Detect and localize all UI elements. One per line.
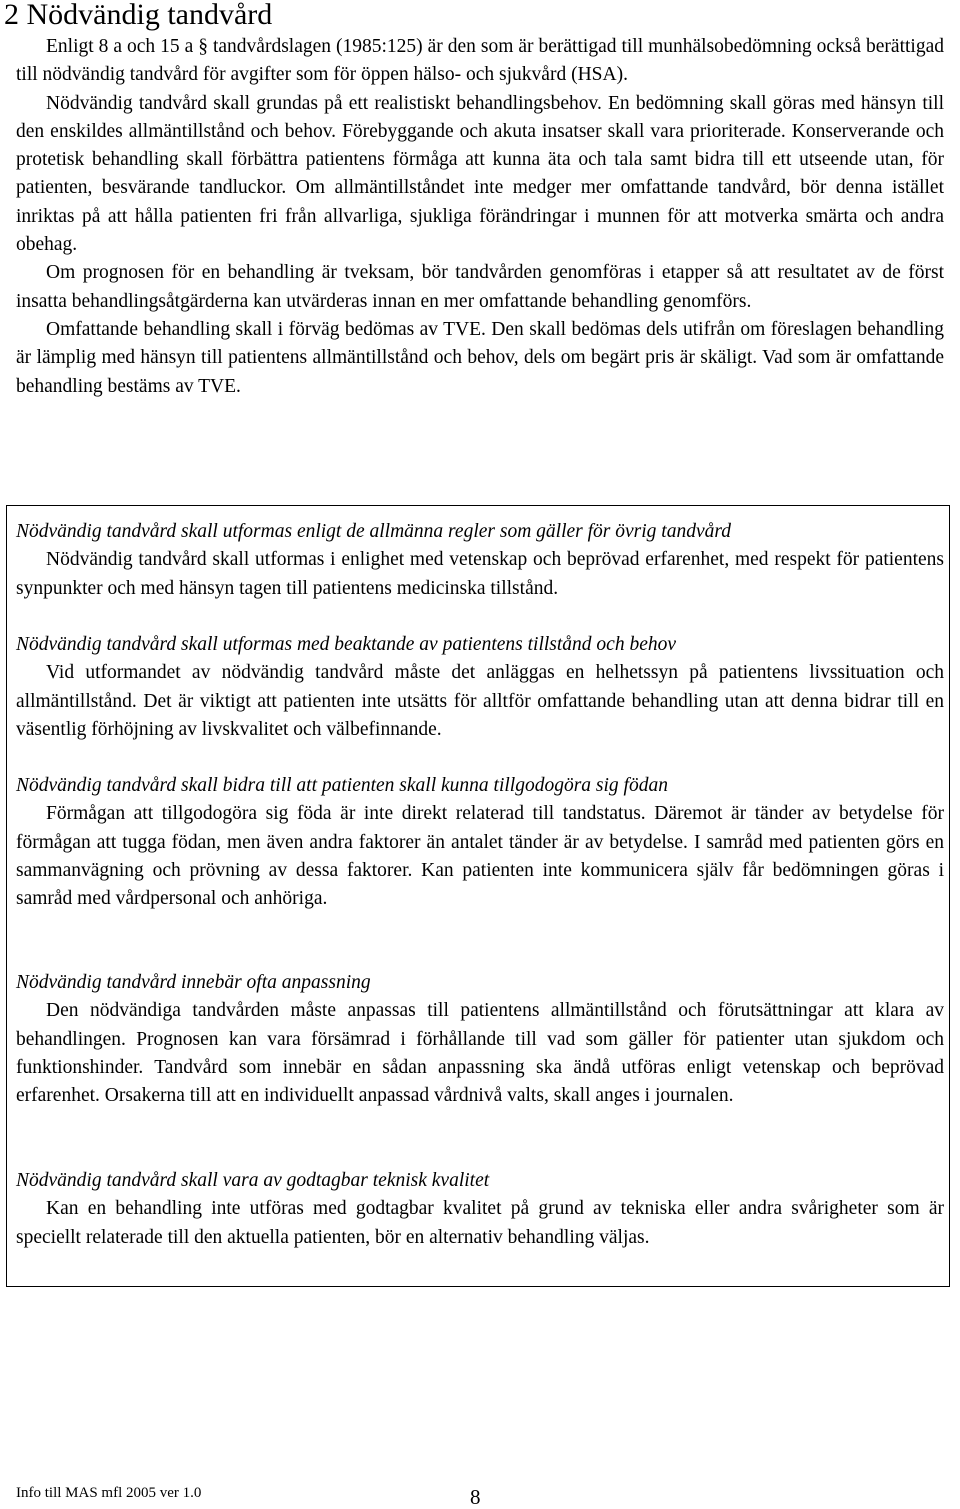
- section-heading: Nödvändig tandvård skall vara av godtagbar teknisk kvalitet: [16, 1170, 490, 1191]
- section-technical-quality: [16, 1167, 944, 1252]
- page-number: 8: [470, 1485, 481, 1509]
- section-adaptation: [16, 969, 944, 1110]
- intro-paragraph-legal-basis: Enligt 8 a och 15 a § tandvårdslagen (1985:125) är den som är berättigad till munhälsobedömning också berättigad till nödvändig tandvård för avgifter som för öppen hälso- och sjukvård (HSA).: [16, 36, 944, 86]
- section-body: Kan en behandling inte utföras med godtagbar kvalitet på grund av tekniska eller andra svårigheter som är speciellt relaterade till den aktuella patienten, bör en alternativ behandling väljas.: [16, 1198, 944, 1248]
- section-body: Vid utformandet av nödvändig tandvård måste det anläggas en helhetssyn på patientens livssituation och allmäntillstånd. Det är viktigt att patienten inte utsätts för alltför omfattande behandling utan att denna bidrar till en väsentlig förhöjning av livskvalitet och välbefinnande.: [16, 662, 944, 740]
- intro-text: [16, 33, 944, 401]
- section-body: Nödvändig tandvård skall utformas i enlighet med vetenskap och beprövad erfarenhet, med respekt för patientens synpunkter och med hänsyn tagen till patientens medicinska tillstånd.: [16, 549, 944, 599]
- section-patient-condition: [16, 631, 944, 744]
- section-general-rules: [16, 518, 944, 603]
- page-title: 2 Nödvändig tandvård: [4, 0, 273, 31]
- intro-paragraph-assessment: Nödvändig tandvård skall grundas på ett realistiskt behandlingsbehov. En bedömning skall göras med hänsyn till den enskildes allmäntillstånd och behov. Förebyggande och akuta insatser skall vara prioriterade. Konserverande och protetisk behandling skall förbättra patientens förmåga att kunna äta och tala samt bidra till ett utseende utan, för patienten, besvärande tandluckor. Om allmäntillståndet inte medger mer omfattande tandvård, bör denna istället inriktas på att hålla patienten fri från allvarliga, sjukliga förändringar i munnen för att motverka smärta och andra obehag.: [16, 92, 944, 256]
- footer-text: Info till MAS mfl 2005 ver 1.0: [16, 1485, 202, 1501]
- section-heading: Nödvändig tandvård skall utformas med beaktande av patientens tillstånd och behov: [16, 634, 677, 655]
- section-heading: Nödvändig tandvård skall utformas enligt de allmänna regler som gäller för övrig tandvård: [16, 521, 731, 542]
- intro-paragraph-extensive-treatment: Omfattande behandling skall i förväg bedömas av TVE. Den skall bedömas dels utifrån om föreslagen behandling är lämplig med hänsyn till patientens allmäntillstånd och behov, dels om begärt pris är skäligt. Vad som är omfattande behandling bestäms av TVE.: [16, 318, 944, 397]
- section-food-intake: [16, 772, 944, 913]
- intro-paragraph-prognosis: Om prognosen för en behandling är tveksam, bör tandvården genomföras i etapper så att resultatet av de först insatta behandlingsåtgärderna kan utvärderas innan en mer omfattande behandling genomförs.: [16, 262, 944, 312]
- section-body: Förmågan att tillgodogöra sig föda är inte direkt relaterad till tandstatus. Däremot är tänder av betydelse för förmågan att tugga födan, men även andra faktorer än antalet tänder är av betydelse. I samråd med patienten görs en sammanvägning och prövning av dessa faktorer. Kan patienten inte kommunicera själv får bedömningen göras i samråd med vårdpersonal och anhöriga.: [16, 803, 944, 910]
- section-body: Den nödvändiga tandvården måste anpassas till patientens allmäntillstånd och förutsättningar att klara av behandlingen. Prognosen kan vara försämrad i förhållande till vad som gäller för patienter utan sjukdom och funktionshinder. Tandvård som innebär en sådan anpassning ska ändå utföras enligt vetenskap och beprövad erfarenhet. Orsakerna till att en individuellt anpassad vårdnivå valts, skall anges i journalen.: [16, 1000, 944, 1107]
- section-heading: Nödvändig tandvård skall bidra till att patienten skall kunna tillgodogöra sig födan: [16, 775, 668, 796]
- section-heading: Nödvändig tandvård innebär ofta anpassning: [16, 972, 371, 993]
